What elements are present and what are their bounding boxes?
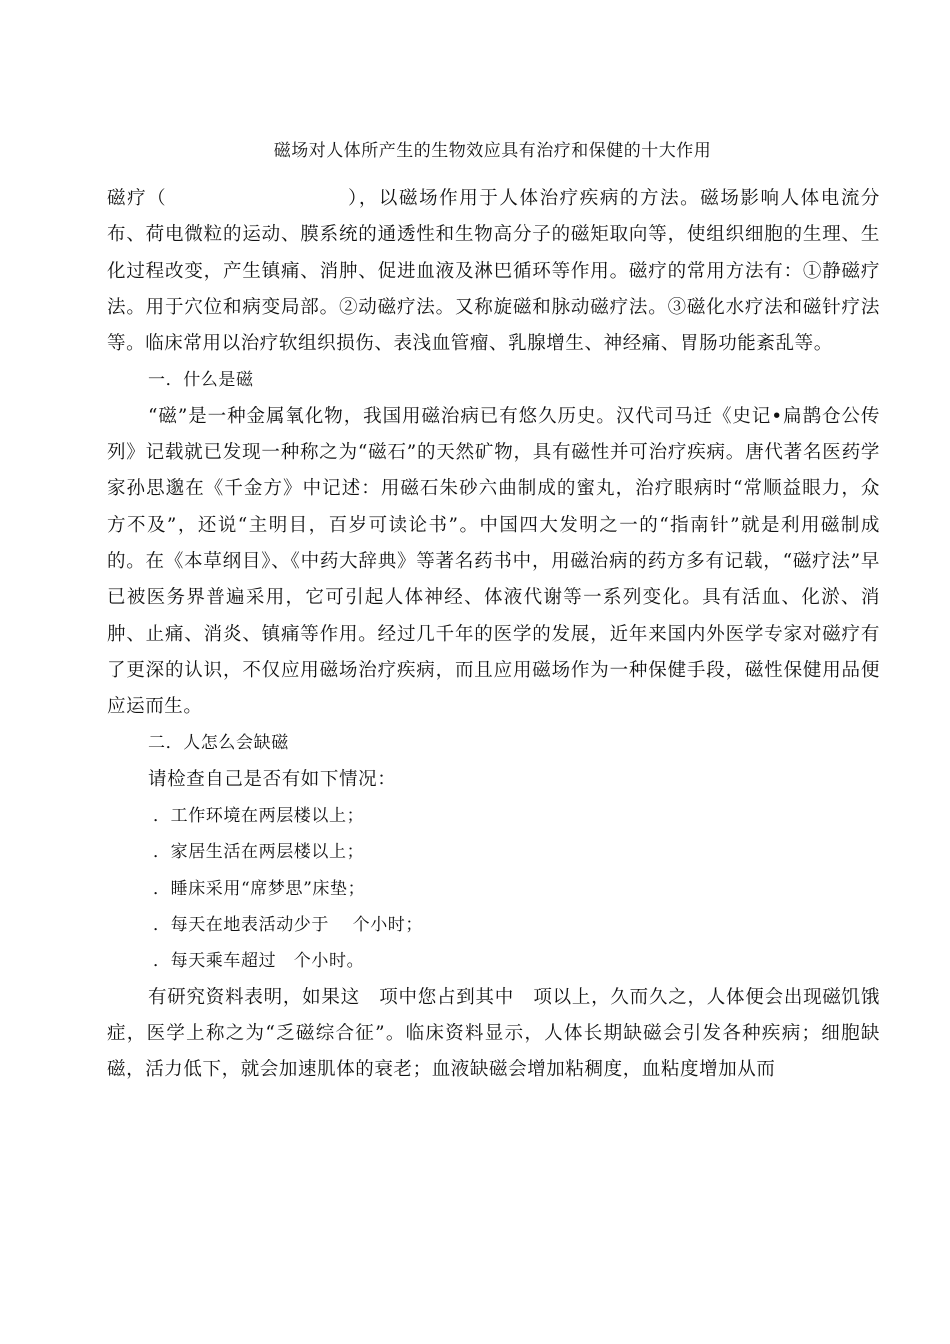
section-heading-2: 二．人怎么会缺磁	[148, 733, 289, 754]
intro-paragraph: 磁疗（ ），以磁场作用于人体治疗疾病的方法。磁场影响人体电流分布、荷电微粒的运动、膜系统的通透性和生物高分子的磁矩取向等，使组织细胞的生理、生化过程改变，产生镇痛、消肿、促进血液及淋巴循环等作用。磁疗的常用方法有：①静磁疗法。用于穴位和病变局部。②动磁疗法。又称旋磁和脉动磁疗法。③磁化水疗法和磁针疗法等。临床常用以治疗软组织损伤、表浅血管瘤、乳腺增生、神经痛、胃肠功能紊乱等。	[107, 188, 880, 355]
checklist-item: ．每天乘车超过 个小时。	[153, 951, 365, 972]
checklist-prompt: 请检查自己是否有如下情况：	[148, 768, 397, 790]
section-1-paragraph: “磁”是一种金属氧化物，我国用磁治病已有悠久历史。汉代司马迁《史记•扁鹊仓公传列》记载就已发现一种称之为“磁石”的天然矿物，具有磁性并可治疗疾病。唐代著名医药学家孙思邈在《千金方》中记述：用磁石朱砂六曲制成的蜜丸，治疗眼病时“常顺益眼力，众方不及”，还说“主明目，百岁可读论书”。中国四大发明之一的“指南针”就是利用磁制成的。在《本草纲目》、《中药大辞典》等著名药书中，用磁治病的药方多有记载，“磁疗法”早已被医务界普遍采用，它可引起人体神经、体液代谢等一系列变化。具有活血、化淤、消肿、止痛、消炎、镇痛等作用。经过几千年的医学的发展，近年来国内外医学专家对磁疗有了更深的认识，不仅应用磁场治疗疾病，而且应用磁场作为一种保健手段，磁性保健用品便应运而生。	[107, 405, 880, 718]
document-body	[107, 181, 880, 1088]
section-heading-1: 一．什么是磁	[148, 370, 254, 391]
document-title: 磁场对人体所产生的生物效应具有治疗和保健的十大作用	[273, 141, 712, 161]
checklist-item: ．每天在地表活动少于 个小时；	[153, 914, 424, 935]
section-2-paragraph: 有研究资料表明，如果这 项中您占到其中 项以上，久而久之，人体便会出现磁饥饿症，医学上称之为“乏磁综合征”。临床资料显示，人体长期缺磁会引发各种疾病；细胞缺磁，活力低下，就会加速肌体的衰老；血液缺磁会增加粘稠度，血粘度增加从而	[107, 986, 880, 1081]
checklist-item: ．家居生活在两层楼以上；	[153, 842, 365, 863]
checklist-item: ．工作环境在两层楼以上；	[153, 806, 365, 827]
checklist-item: ．睡床采用“席梦思”床垫；	[153, 878, 366, 899]
